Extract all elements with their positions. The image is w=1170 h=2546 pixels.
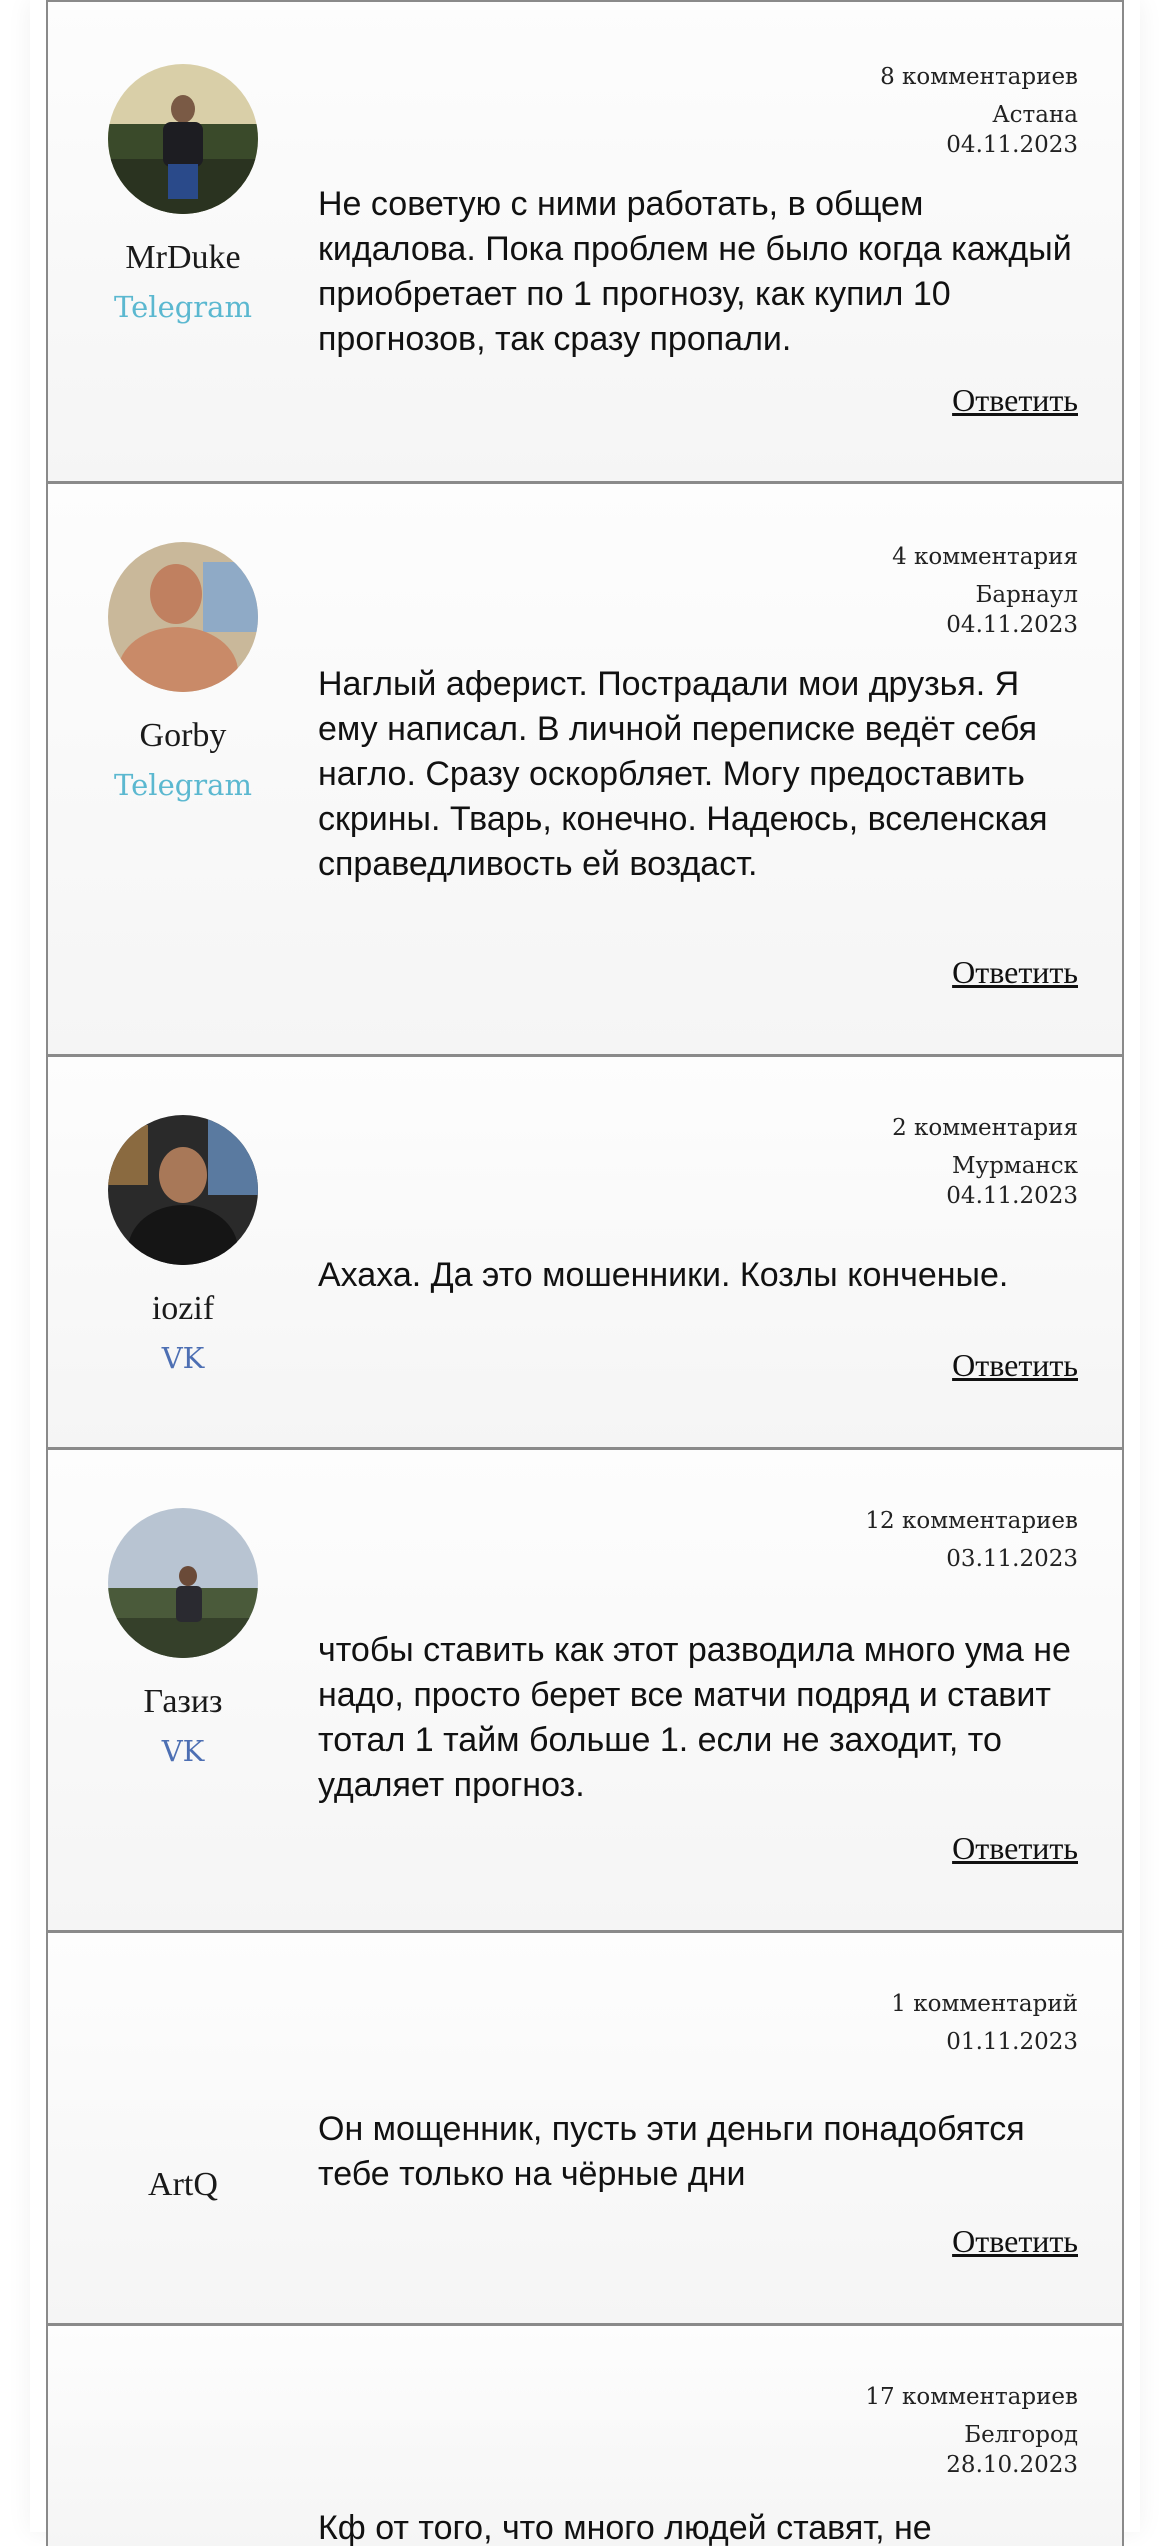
reply-button[interactable]: Ответить xyxy=(952,954,1078,990)
username: Gorby xyxy=(139,717,227,754)
comments-count[interactable]: 17 комментариев xyxy=(865,2384,1078,2410)
source-link[interactable]: Telegram xyxy=(114,768,252,802)
comment-text: Кф от того, что много людей ставят, не xyxy=(318,2509,932,2546)
username: Газиз xyxy=(143,1683,223,1720)
reply-button[interactable]: Ответить xyxy=(952,2223,1078,2259)
reply-button[interactable]: Ответить xyxy=(952,1347,1078,1383)
city: Астана xyxy=(992,102,1078,128)
source-link[interactable]: VK xyxy=(161,1341,205,1375)
city: Барнаул xyxy=(975,582,1078,608)
user-photo-icon xyxy=(108,64,258,214)
city: Мурманск xyxy=(952,1153,1078,1179)
user-photo-icon xyxy=(108,542,258,692)
reply-button[interactable]: Ответить xyxy=(952,1830,1078,1866)
comment-meta xyxy=(865,2382,1078,2480)
comment-text: Он мощенник, пусть эти деньги понадобятся тебе только на чёрные дни xyxy=(318,2110,1025,2193)
user-photo-icon xyxy=(108,1115,258,1265)
user-avatar[interactable] xyxy=(108,1115,258,1265)
date: 01.11.2023 xyxy=(946,2029,1078,2055)
user-avatar[interactable] xyxy=(108,542,258,692)
date: 04.11.2023 xyxy=(946,132,1078,158)
comment-card xyxy=(46,1450,1124,1933)
username: MrDuke xyxy=(125,239,241,276)
comment-card xyxy=(46,0,1124,484)
comments-count[interactable]: 8 комментариев xyxy=(880,64,1078,90)
comment-text: Ахаха. Да это мошенники. Козлы конченые. xyxy=(318,1256,1009,1294)
username: ArtQ xyxy=(148,2166,218,2203)
comments-count[interactable]: 2 комментария xyxy=(892,1115,1078,1141)
date: 04.11.2023 xyxy=(946,612,1078,638)
comments-count[interactable]: 1 комментарий xyxy=(891,1991,1078,2017)
comments-count[interactable]: 12 комментариев xyxy=(865,1508,1078,1534)
date: 03.11.2023 xyxy=(946,1546,1078,1572)
source-link[interactable]: Telegram xyxy=(114,290,252,324)
user-avatar[interactable] xyxy=(108,1508,258,1658)
comment-text: чтобы ставить как этот разводила много ума не надо, просто берет все матчи подряд и ставит тотал 1 тайм больше 1. если не заходит, то удаляет прогноз. xyxy=(318,1631,1071,1804)
date: 28.10.2023 xyxy=(946,2452,1078,2478)
comments-count[interactable]: 4 комментария xyxy=(892,544,1078,570)
user-avatar[interactable] xyxy=(108,64,258,214)
comment-meta xyxy=(892,1113,1078,1211)
comment-meta xyxy=(865,1506,1078,1574)
source-link[interactable]: VK xyxy=(161,1734,205,1768)
user-photo-icon xyxy=(108,1508,258,1658)
comment-card xyxy=(46,1933,1124,2326)
comment-text: Наглый аферист. Пострадали мои друзья. Я ему написал. В личной переписке ведёт себя нагло. Сразу оскорбляет. Могу предоставить скрины. Тварь, конечно. Надеюсь, вселенская справедливость ей воздаст. xyxy=(318,665,1048,883)
comment-card xyxy=(46,2326,1124,2546)
username: iozif xyxy=(151,1290,215,1327)
date: 04.11.2023 xyxy=(946,1183,1078,1209)
comment-card xyxy=(46,484,1124,1057)
city: Белгород xyxy=(964,2422,1078,2448)
comment-meta xyxy=(892,542,1078,640)
comment-text: Не советую с ними работать, в общем кидалова. Пока проблем не было когда каждый приобретает по 1 прогнозу, как купил 10 прогнозов, так сразу пропали. xyxy=(318,185,1072,358)
comment-meta xyxy=(880,62,1078,160)
comment-meta xyxy=(891,1989,1078,2057)
comment-card xyxy=(46,1057,1124,1450)
comments-feed xyxy=(46,0,1124,2546)
reply-button[interactable]: Ответить xyxy=(952,382,1078,418)
